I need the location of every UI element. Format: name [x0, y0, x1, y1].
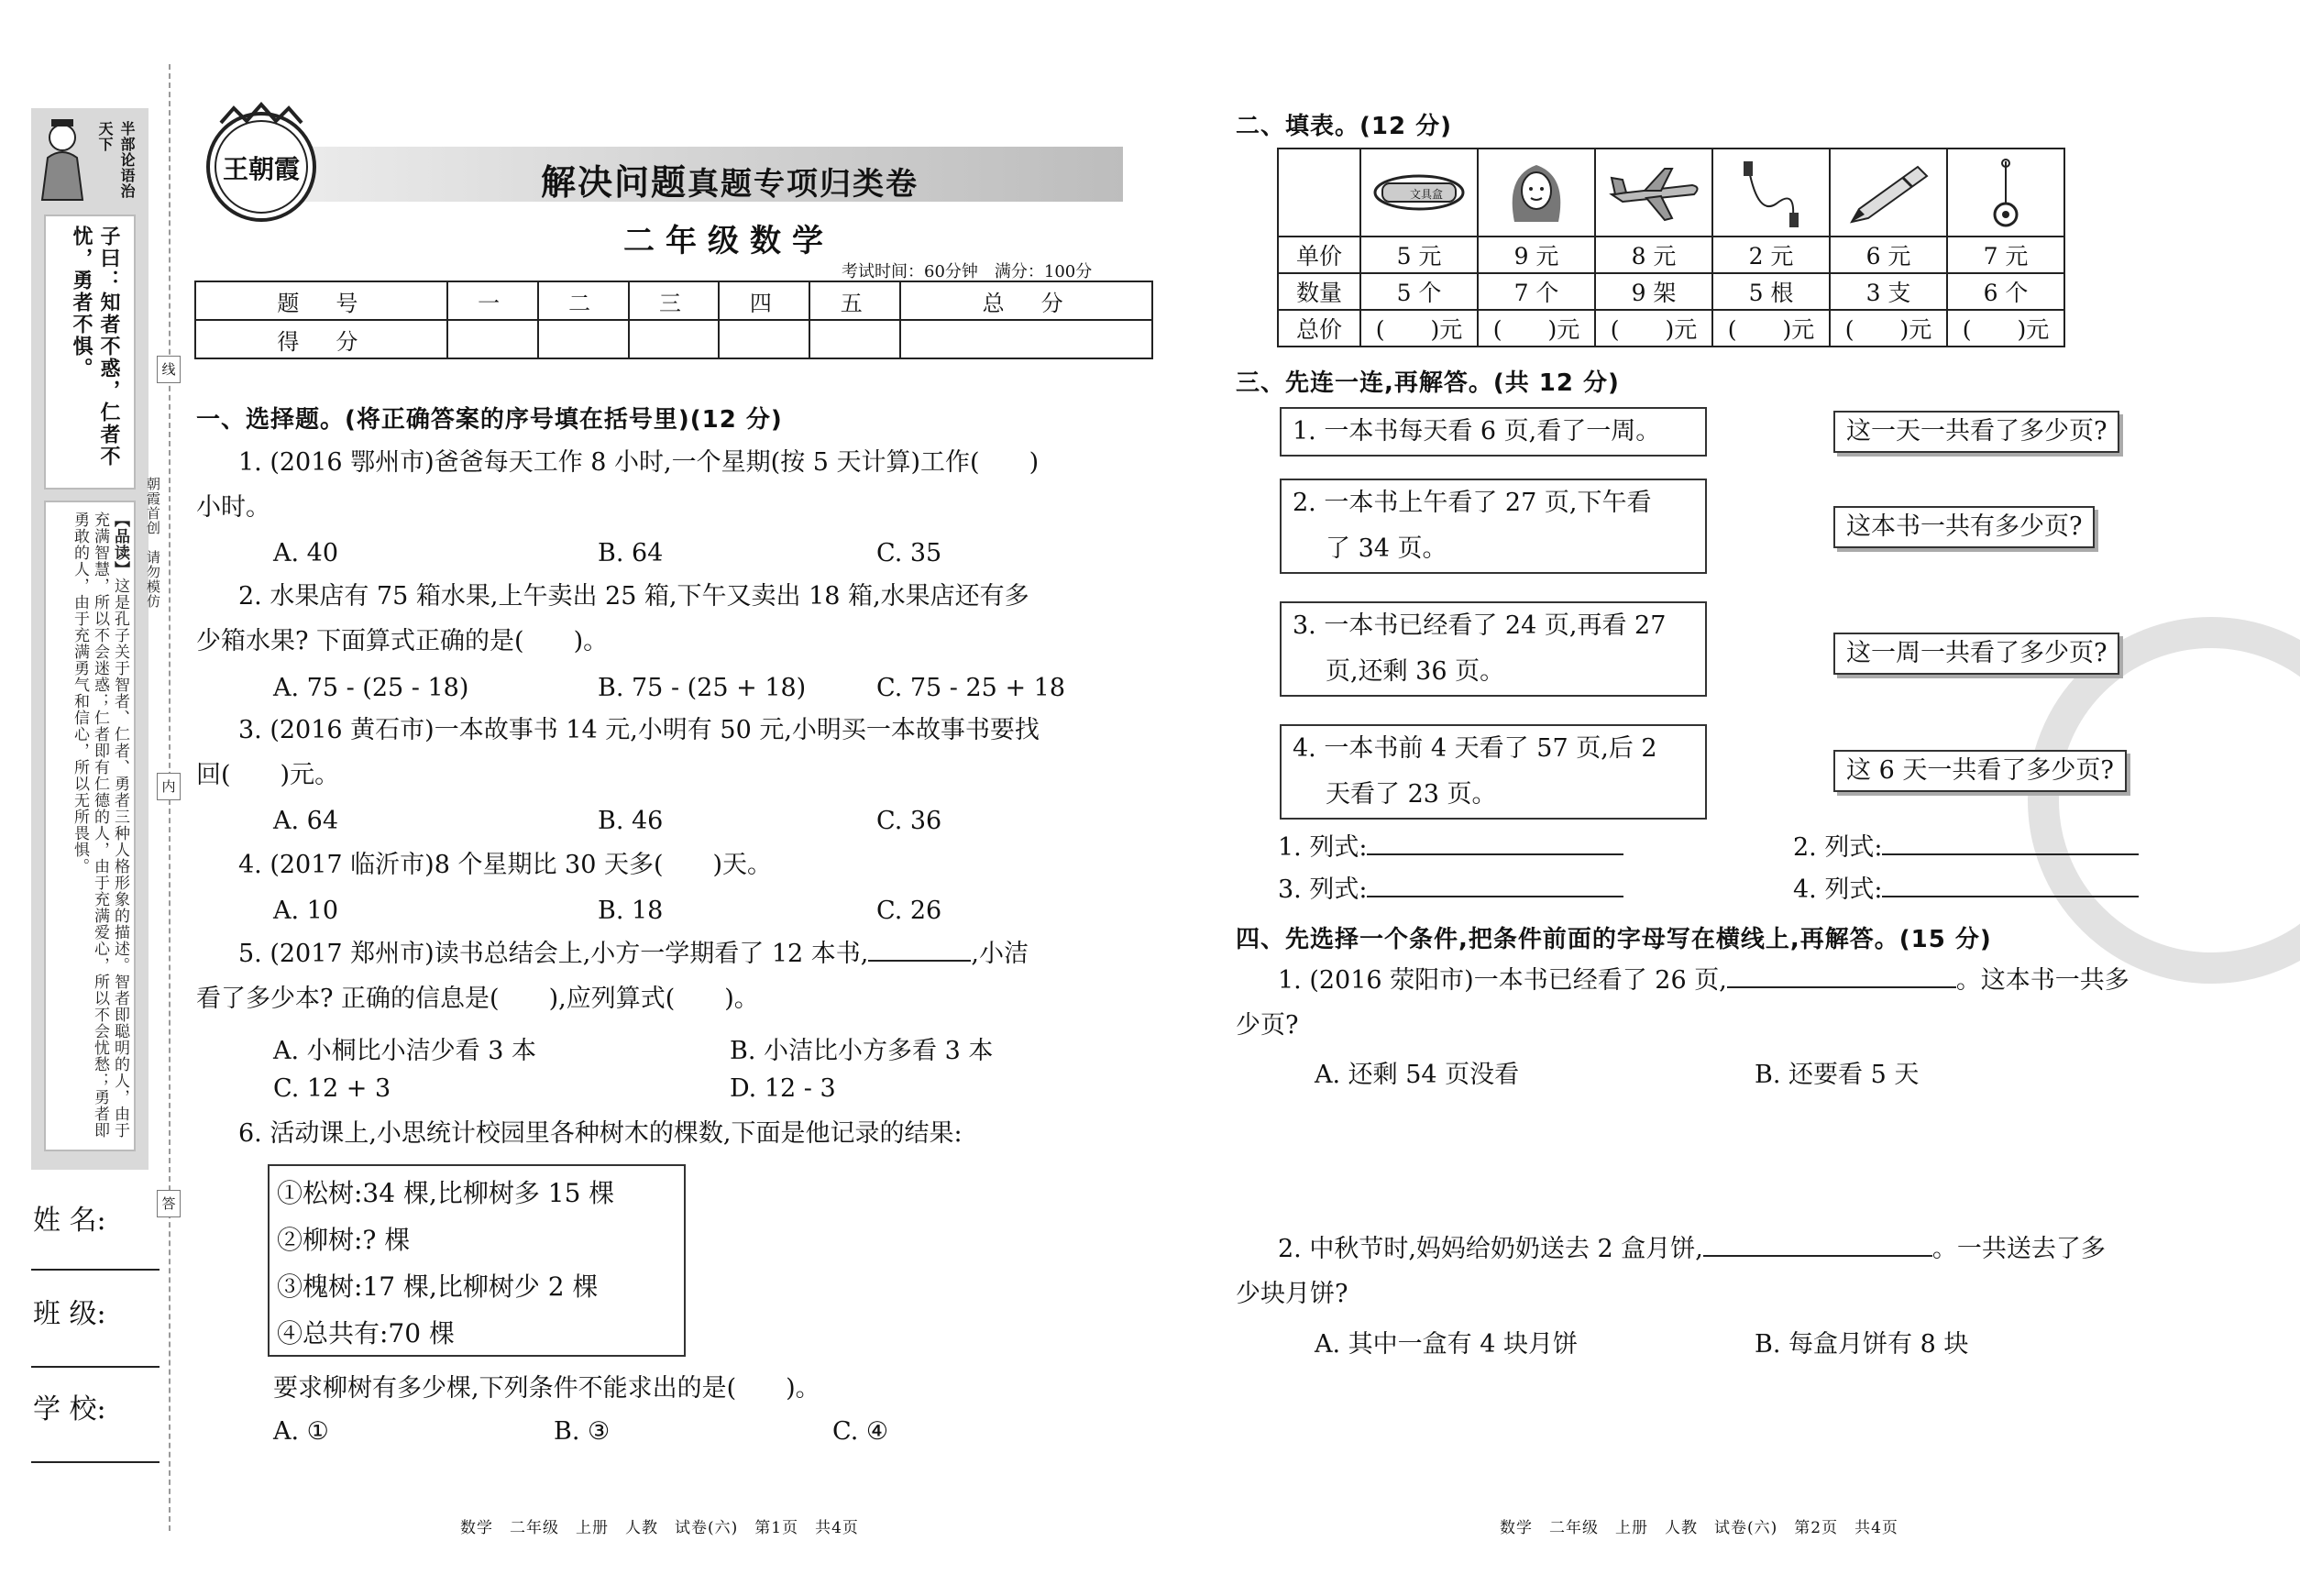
tree-record-1: ①松树:34 棵,比柳树多 15 棵: [277, 1178, 615, 1208]
score-header-cell: 五: [809, 281, 900, 320]
price-cell: 5 元: [1360, 237, 1478, 273]
scholar-illustration-icon: [35, 112, 90, 204]
formula-3-label: 3. 列式:: [1278, 875, 1368, 904]
section3-title: 三、先连一连,再解答。(共 12 分): [1236, 369, 1620, 397]
total-cell[interactable]: ( )元: [1478, 310, 1595, 347]
s4-q1-option-a[interactable]: A. 还剩 54 页没看: [1315, 1061, 1520, 1089]
reading-panel: [31, 501, 149, 1170]
q5-line1: [238, 931, 1029, 976]
class-field[interactable]: [31, 1366, 160, 1368]
q2-option-b[interactable]: B. 75 - (25 + 18): [598, 674, 807, 702]
pencil-case-text: 文具盒: [1409, 188, 1444, 201]
section2-title: 二、填表。(12 分): [1236, 113, 1452, 140]
qty-cell: 7 个: [1478, 273, 1595, 310]
score-row: [195, 320, 1152, 358]
tree-record-3: ③槐树:17 棵,比柳树少 2 棵: [277, 1271, 599, 1302]
match-left-2-line2: 了 34 页。: [1326, 534, 1447, 563]
q2-line2: 少箱水果? 下面算式正确的是( )。: [196, 627, 609, 655]
s4-q1-text-b: 。这本书一共多: [1955, 966, 2129, 995]
q1-option-b[interactable]: B. 64: [598, 539, 664, 567]
q1-line1: 1. (2016 鄂州市)爸爸每天工作 8 小时,一个星期(按 5 天计算)工作( ): [238, 448, 1040, 477]
match-right-3[interactable]: 这一周一共看了多少页?: [1833, 633, 2119, 675]
footer-left: 数学 二年级 上册 人教 试卷(六) 第1页 共4页: [460, 1519, 859, 1537]
match-left-1-text: 1. 一本书每天看 6 页,看了一周。: [1293, 417, 1661, 446]
title-main: 解决问题: [541, 161, 688, 203]
price-cell: 9 元: [1478, 237, 1595, 273]
total-cell[interactable]: ( )元: [1595, 310, 1712, 347]
q4-option-a[interactable]: A. 10: [273, 897, 339, 925]
match-left-2[interactable]: [1280, 479, 1707, 574]
doll-icon: [1487, 158, 1586, 227]
formula-4: [1793, 867, 2139, 912]
reading-label: 【品读】: [111, 512, 129, 578]
s4-q2-text-a: 2. 中秋节时,妈妈给奶奶送去 2 盒月饼,: [1278, 1235, 1703, 1263]
q6-option-b[interactable]: B. ③: [554, 1417, 611, 1446]
paper-title: [541, 154, 919, 204]
price-cell: 2 元: [1712, 237, 1830, 273]
match-left-3[interactable]: [1280, 601, 1707, 697]
q4-option-c[interactable]: C. 26: [876, 897, 942, 925]
unit-price-label: 单价: [1278, 237, 1360, 273]
q5-option-b[interactable]: B. 小洁比小方多看 3 本: [730, 1037, 994, 1065]
formula-3: [1278, 867, 1623, 912]
score-cell[interactable]: [447, 320, 538, 358]
q5-option-c[interactable]: C. 12 + 3: [273, 1074, 391, 1103]
q4-option-b[interactable]: B. 18: [598, 897, 664, 925]
total-cell[interactable]: ( )元: [1712, 310, 1830, 347]
match-left-1[interactable]: [1280, 407, 1707, 457]
score-cell[interactable]: [809, 320, 900, 358]
score-row-label: 得 分: [195, 320, 447, 358]
formula-4-line[interactable]: [1882, 871, 2139, 897]
section1-title: 一、选择题。(将正确答案的序号填在括号里)(12 分): [196, 406, 783, 434]
q3-line1: 3. (2016 黄石市)一本故事书 14 元,小明有 50 元,小明买一本故事书要找: [238, 716, 1040, 744]
s4-q1-option-b[interactable]: B. 还要看 5 天: [1755, 1061, 1920, 1089]
q2-line1: 2. 水果店有 75 箱水果,上午卖出 25 箱,下午又卖出 18 箱,水果店还有多: [238, 582, 1029, 611]
jump-rope-icon: [1722, 158, 1821, 227]
score-table: [194, 281, 1153, 359]
q4-line: 4. (2017 临沂市)8 个星期比 30 天多( )天。: [238, 851, 773, 879]
match-left-3-line1: 3. 一本书已经看了 24 页,再看 27: [1293, 611, 1667, 640]
qty-cell: 6 个: [1947, 273, 2064, 310]
score-header-cell: 二: [538, 281, 629, 320]
tree-record-2: ②柳树:? 棵: [277, 1225, 411, 1255]
class-label: 班 级:: [33, 1298, 106, 1330]
s4-q2-blank[interactable]: [1703, 1230, 1932, 1257]
formula-1-label: 1. 列式:: [1278, 833, 1368, 862]
title-rest: 真题专项归类卷: [688, 166, 919, 203]
qty-cell: 5 根: [1712, 273, 1830, 310]
grade-subject: 二年级数学: [623, 223, 834, 259]
match-right-1[interactable]: 这一天一共看了多少页?: [1833, 411, 2119, 453]
qty-cell: 3 支: [1830, 273, 1947, 310]
total-cell[interactable]: ( )元: [1947, 310, 2064, 347]
price-cell: 7 元: [1947, 237, 2064, 273]
q5-line2: 看了多少本? 正确的信息是( ),应列算式( )。: [196, 985, 759, 1013]
score-cell[interactable]: [900, 320, 1152, 358]
total-cell[interactable]: ( )元: [1830, 310, 1947, 347]
match-right-4[interactable]: 这 6 天一共看了多少页?: [1833, 750, 2127, 792]
score-header-cell: 题 号: [195, 281, 447, 320]
cut-mark-3: 答: [157, 1190, 181, 1217]
cut-mark-1: 线: [157, 356, 181, 383]
formula-4-label: 4. 列式:: [1793, 875, 1883, 904]
quantity-label: 数量: [1278, 273, 1360, 310]
score-cell[interactable]: [538, 320, 629, 358]
pen-icon: [1839, 158, 1938, 227]
q1-option-c[interactable]: C. 35: [876, 539, 942, 567]
publisher-note: 朝霞首创 请勿模仿: [145, 477, 161, 609]
s4-q2-option-b[interactable]: B. 每盒月饼有 8 块: [1755, 1330, 1969, 1359]
picture-row: [1278, 149, 2064, 237]
match-left-2-line1: 2. 一本书上午看了 27 页,下午看: [1293, 489, 1652, 517]
match-left-4-line2: 天看了 23 页。: [1326, 780, 1497, 809]
cut-mark-2: 内: [157, 773, 181, 800]
score-cell[interactable]: [629, 320, 720, 358]
q5-text-b: ,小洁: [971, 940, 1029, 968]
quote-panel: [31, 207, 149, 501]
s4-q1-line1: [1278, 958, 2129, 1003]
qty-cell: 5 个: [1360, 273, 1478, 310]
formula-1: [1278, 825, 1623, 870]
s4-q1-text-a: 1. (2016 荥阳市)一本书已经看了 26 页,: [1278, 966, 1727, 995]
s4-q2-text-b: 。一共送去了多: [1931, 1235, 2106, 1263]
total-cell[interactable]: ( )元: [1360, 310, 1478, 347]
score-header-row: [195, 281, 1152, 320]
q3-option-b[interactable]: B. 46: [598, 807, 664, 835]
q5-text-a: 5. (2017 郑州市)读书总结会上,小方一学期看了 12 本书,: [238, 940, 869, 968]
formula-2: [1793, 825, 2139, 870]
formula-2-line[interactable]: [1882, 829, 2139, 855]
qty-cell: 9 架: [1595, 273, 1712, 310]
total-label: 总价: [1278, 310, 1360, 347]
s4-q2-line1: [1278, 1227, 2106, 1271]
q6-option-c[interactable]: C. ④: [832, 1417, 889, 1446]
unit-price-row: [1278, 237, 2064, 273]
q3-line2: 回( )元。: [196, 761, 340, 789]
s4-q1-blank[interactable]: [1727, 962, 1956, 988]
q3-option-c[interactable]: C. 36: [876, 807, 942, 835]
match-right-2[interactable]: 这本书一共有多少页?: [1833, 506, 2095, 548]
reading-text: 这是孔子关于智者、仁者、勇者三种人格形象的描述。智者即聪明的人，由于充满智慧，所以不会迷惑；仁者即有仁德的人，由于充满爱心，所以不会忧愁；勇者即勇敢的人，由于充满勇气和信心，所以无所畏惧。: [71, 512, 129, 1139]
brand-name: 王朝霞: [222, 154, 301, 184]
price-table: [1277, 148, 2065, 347]
q5-blank[interactable]: [868, 935, 971, 962]
section4-title: 四、先选择一个条件,把条件前面的字母写在横线上,再解答。(15 分): [1236, 926, 1992, 953]
motto-text: 半部论语治天下: [96, 121, 136, 199]
price-cell: 6 元: [1830, 237, 1947, 273]
score-header-cell: 四: [719, 281, 809, 320]
total-row: [1278, 310, 2064, 347]
q3-option-a[interactable]: A. 64: [273, 807, 339, 835]
name-field[interactable]: [31, 1269, 160, 1271]
q1-line2: 小时。: [196, 493, 270, 522]
motto-panel: [31, 108, 149, 207]
q2-option-c[interactable]: C. 75 - 25 + 18: [876, 674, 1066, 702]
formula-2-label: 2. 列式:: [1793, 833, 1883, 862]
score-header-cell: 一: [447, 281, 538, 320]
score-cell[interactable]: [719, 320, 809, 358]
price-cell: 8 元: [1595, 237, 1712, 273]
pencil-case-icon: [1370, 158, 1469, 227]
footer-right: 数学 二年级 上册 人教 试卷(六) 第2页 共4页: [1500, 1519, 1898, 1537]
q5-option-a[interactable]: A. 小桐比小洁少看 3 本: [273, 1037, 537, 1065]
s4-q2-option-a[interactable]: A. 其中一盒有 4 块月饼: [1315, 1330, 1579, 1359]
q2-option-a[interactable]: A. 75 - (25 - 18): [273, 674, 469, 702]
match-left-4[interactable]: [1280, 724, 1707, 820]
match-left-3-line2: 页,还剩 36 页。: [1326, 657, 1505, 686]
confucius-quote: 子曰：知者不惑，仁者不忧，勇者不惧。: [70, 226, 121, 468]
q5-option-d[interactable]: D. 12 - 3: [730, 1074, 836, 1103]
exam-time-info: 考试时间：60分钟 满分：100分: [842, 262, 1093, 281]
airplane-icon: [1604, 158, 1703, 227]
brand-logo-icon: [188, 99, 335, 227]
school-field[interactable]: [31, 1461, 160, 1463]
match-left-4-line1: 4. 一本书前 4 天看了 57 页,后 2: [1293, 734, 1657, 763]
q6-line: 6. 活动课上,小思统计校园里各种树木的棵数,下面是他记录的结果:: [238, 1119, 963, 1148]
formula-3-line[interactable]: [1367, 871, 1623, 897]
q1-option-a[interactable]: A. 40: [273, 539, 339, 567]
formula-1-line[interactable]: [1367, 829, 1623, 855]
q6-option-a[interactable]: A. ①: [273, 1417, 329, 1446]
name-label: 姓 名:: [33, 1205, 106, 1237]
quantity-row: [1278, 273, 2064, 310]
s4-q1-line2: 少页?: [1236, 1011, 1299, 1040]
school-label: 学 校:: [33, 1393, 106, 1425]
score-header-cell: 总 分: [900, 281, 1152, 320]
s4-q2-line2: 少块月饼?: [1236, 1280, 1348, 1308]
yoyo-icon: [1956, 158, 2055, 227]
q6-ask: 要求柳树有多少棵,下列条件不能求出的是( )。: [273, 1374, 820, 1403]
score-header-cell: 三: [629, 281, 720, 320]
tree-record-4: ④总共有:70 棵: [277, 1318, 455, 1348]
